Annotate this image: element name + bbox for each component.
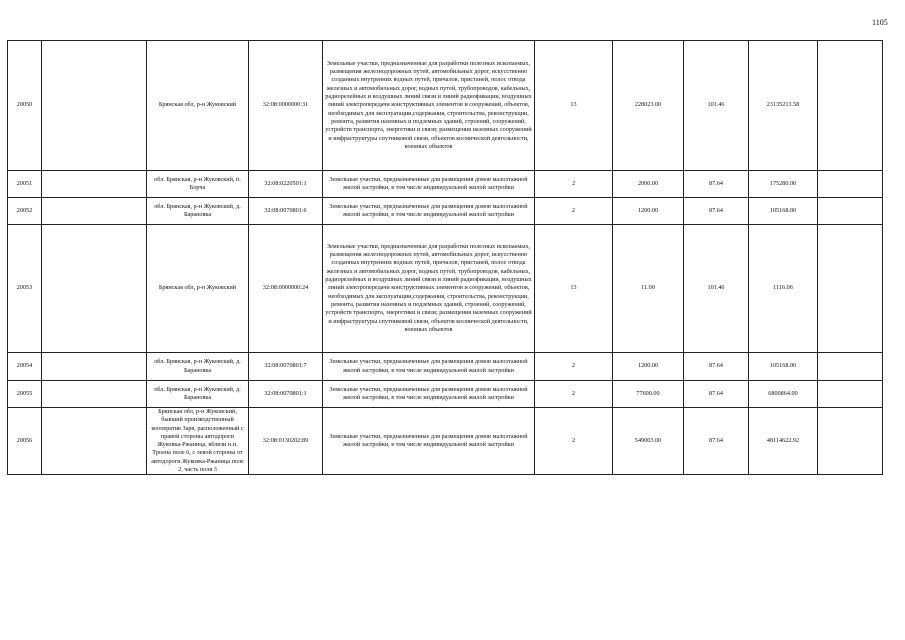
table-body xyxy=(8,41,883,475)
row-address: Брянская обл, р-н Жуковский xyxy=(147,225,249,353)
row-cadastral-number: 32:08:0000000:31 xyxy=(249,41,323,171)
row-land-purpose: Земельные участки, предназначенные для разработки полезных ископаемых, размещения железнодорожных путей, автомобильных дорог, искусственно созданных внутренних водных путей, причалов, пристаней, полос отвода железных и автомобильных дорог, водных путей, трубопроводов, кабельных, радиорелейных и воздушных линий связи и линий радиофикации, воздушных линий электропередачи конструктивных элементов и сооружений, объектов, необходимых для эксплуатации,содержания, строительства, реконструкции, ремонта, развития наземных и подземных зданий, строений, сооружений, устройств транспорта, энергетики и связи; размещения наземных сооружений и инфраструктуры спутниковой связи, объектов космической деятельности, военных объектов xyxy=(323,41,535,171)
row-area: 2000.00 xyxy=(613,171,684,198)
row-cadastral-value: 6800864.00 xyxy=(749,381,818,408)
row-land-purpose: Земельные участки, предназначенные для размещения домов малоэтажной жилой застройки, в том числе индивидуальной жилой застройки xyxy=(323,198,535,225)
row-group: 2 xyxy=(535,408,613,475)
row-cadastral-number: 32:08:0070801:6 xyxy=(249,198,323,225)
row-area: 11.00 xyxy=(613,225,684,353)
row-rate: 101.46 xyxy=(684,225,749,353)
row-rate: 87.64 xyxy=(684,381,749,408)
row-spacer xyxy=(42,408,147,475)
row-spacer xyxy=(42,353,147,381)
row-rate: 87.64 xyxy=(684,198,749,225)
row-land-purpose: Земельные участки, предназначенные для размещения домов малоэтажной жилой застройки, в том числе индивидуальной жилой застройки xyxy=(323,408,535,475)
row-cadastral-number: 32:08:0130202:89 xyxy=(249,408,323,475)
row-spacer xyxy=(42,381,147,408)
table-row xyxy=(8,353,883,381)
row-spacer xyxy=(818,381,883,408)
row-group: 13 xyxy=(535,225,613,353)
row-cadastral-value: 105168.00 xyxy=(749,198,818,225)
row-spacer xyxy=(818,171,883,198)
row-id: 20056 xyxy=(8,408,42,475)
row-group: 2 xyxy=(535,198,613,225)
row-spacer xyxy=(818,225,883,353)
row-address: обл. Брянская, р-н Жуковский, п. Борча xyxy=(147,171,249,198)
page-number: 1105 xyxy=(872,18,888,27)
row-group: 13 xyxy=(535,41,613,171)
row-spacer xyxy=(818,198,883,225)
row-cadastral-number: 32:08:0070801:1 xyxy=(249,381,323,408)
row-spacer xyxy=(818,41,883,171)
row-group: 2 xyxy=(535,353,613,381)
row-cadastral-number: 32:08:0070801:7 xyxy=(249,353,323,381)
table-row xyxy=(8,41,883,171)
row-rate: 87.64 xyxy=(684,408,749,475)
row-spacer xyxy=(42,41,147,171)
row-id: 20054 xyxy=(8,353,42,381)
table-row xyxy=(8,198,883,225)
row-id: 20050 xyxy=(8,41,42,171)
row-spacer xyxy=(42,171,147,198)
table-row xyxy=(8,225,883,353)
row-cadastral-value: 175280.00 xyxy=(749,171,818,198)
row-land-purpose: Земельные участки, предназначенные для размещения домов малоэтажной жилой застройки, в том числе индивидуальной жилой застройки xyxy=(323,171,535,198)
row-id: 20052 xyxy=(8,198,42,225)
row-land-purpose: Земельные участки, предназначенные для размещения домов малоэтажной жилой застройки, в том числе индивидуальной жилой застройки xyxy=(323,353,535,381)
row-land-purpose: Земельные участки, предназначенные для разработки полезных ископаемых, размещения железнодорожных путей, автомобильных дорог, искусственно созданных внутренних водных путей, причалов, пристаней, полос отвода железных и автомобильных дорог, водных путей, трубопроводов, кабельных, радиорелейных и воздушных линий связи и линий радиофикации, воздушных линий электропередачи конструктивных элементов и сооружений, объектов, необходимых для эксплуатации,содержания, строительства, реконструкции, ремонта, развития наземных и подземных зданий, строений, сооружений, устройств транспорта, энергетики и связи; размещения наземных сооружений и инфраструктуры спутниковой связи, объектов космической деятельности, военных объектов xyxy=(323,225,535,353)
row-id: 20055 xyxy=(8,381,42,408)
row-address: Брянская обл, р-н Жуковский, бывший производственный кооператив Заря, расположенный с правой стороны автодороги Жуковка-Ржаница, вблизи н.п. Троена поле 6, с левой стороны от автодороги Жуковка-Ржаница поле 2, часть поля 3 xyxy=(147,408,249,475)
row-land-purpose: Земельные участки, предназначенные для размещения домов малоэтажной жилой застройки, в том числе индивидуальной жилой застройки xyxy=(323,381,535,408)
row-cadastral-number: 32:08:0220501:1 xyxy=(249,171,323,198)
row-spacer xyxy=(818,353,883,381)
table-row xyxy=(8,171,883,198)
table-row xyxy=(8,408,883,475)
row-cadastral-number: 32:08:0000000:24 xyxy=(249,225,323,353)
cadastral-value-table xyxy=(7,40,883,475)
row-area: 228023.00 xyxy=(613,41,684,171)
row-area: 549003.00 xyxy=(613,408,684,475)
row-group: 2 xyxy=(535,171,613,198)
row-address: обл. Брянская, р-н Жуковский, д. Барановка xyxy=(147,353,249,381)
row-group: 2 xyxy=(535,381,613,408)
row-spacer xyxy=(818,408,883,475)
row-id: 20051 xyxy=(8,171,42,198)
row-id: 20053 xyxy=(8,225,42,353)
row-rate: 87.64 xyxy=(684,353,749,381)
row-rate: 87.64 xyxy=(684,171,749,198)
row-cadastral-value: 105168.00 xyxy=(749,353,818,381)
row-address: обл. Брянская, р-н Жуковский, д. Барановка xyxy=(147,381,249,408)
row-address: обл. Брянская, р-н Жуковский, д. Барановка xyxy=(147,198,249,225)
row-cadastral-value: 1116.06 xyxy=(749,225,818,353)
row-area: 1200.00 xyxy=(613,198,684,225)
row-address: Брянская обл, р-н Жуковский xyxy=(147,41,249,171)
row-spacer xyxy=(42,225,147,353)
row-cadastral-value: 48114622.92 xyxy=(749,408,818,475)
row-area: 77600.00 xyxy=(613,381,684,408)
row-area: 1200.00 xyxy=(613,353,684,381)
row-spacer xyxy=(42,198,147,225)
row-rate: 101.46 xyxy=(684,41,749,171)
table-row xyxy=(8,381,883,408)
row-cadastral-value: 23135213.58 xyxy=(749,41,818,171)
